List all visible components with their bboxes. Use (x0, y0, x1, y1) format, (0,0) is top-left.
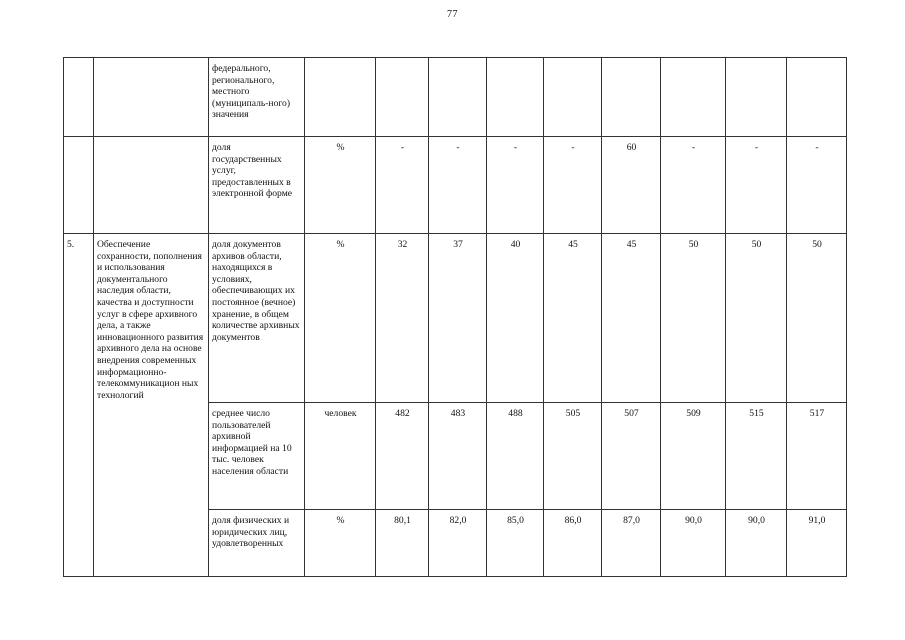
value-cell: 517 (787, 403, 847, 510)
table-row (64, 58, 847, 137)
indicators-table (63, 57, 847, 577)
indicator-cell: доля физических и юридических лиц, удовлетворенных (209, 510, 305, 577)
unit-cell: % (305, 510, 376, 577)
value-cell: 82,0 (429, 510, 487, 577)
value-cell (376, 58, 429, 137)
value-cell: - (661, 137, 726, 234)
value-cell: 80,1 (376, 510, 429, 577)
unit-cell: % (305, 234, 376, 403)
value-cell: 90,0 (661, 510, 726, 577)
value-cell: 515 (726, 403, 787, 510)
value-cell: 50 (787, 234, 847, 403)
unit-cell: % (305, 137, 376, 234)
indicator-cell: доля государственных услуг, предоставленных в электронной форме (209, 137, 305, 234)
table-row (64, 137, 847, 234)
value-cell: 87,0 (602, 510, 661, 577)
table-bottom-rule (63, 576, 846, 577)
value-cell: 45 (544, 234, 602, 403)
value-cell: 50 (726, 234, 787, 403)
value-cell (661, 58, 726, 137)
value-cell (787, 58, 847, 137)
indicator-cell: федерального, регионального, местного (муниципаль-ного) значения (209, 58, 305, 137)
value-cell: 45 (602, 234, 661, 403)
value-cell: - (429, 137, 487, 234)
row-number-cell (64, 137, 94, 234)
value-cell: - (726, 137, 787, 234)
row-number-cell: 5. (64, 234, 94, 577)
value-cell: 85,0 (487, 510, 544, 577)
value-cell (487, 58, 544, 137)
goal-cell (94, 58, 209, 137)
unit-cell (305, 58, 376, 137)
indicator-cell: среднее число пользователей архивной информацией на 10 тыс. человек населения области (209, 403, 305, 510)
value-cell: 32 (376, 234, 429, 403)
value-cell: 90,0 (726, 510, 787, 577)
page-number: 77 (447, 9, 458, 20)
value-cell: 483 (429, 403, 487, 510)
value-cell: - (544, 137, 602, 234)
unit-cell: человек (305, 403, 376, 510)
value-cell: 509 (661, 403, 726, 510)
value-cell: 505 (544, 403, 602, 510)
value-cell (602, 58, 661, 137)
goal-cell (94, 137, 209, 234)
value-cell (726, 58, 787, 137)
value-cell: - (487, 137, 544, 234)
value-cell (429, 58, 487, 137)
value-cell: 50 (661, 234, 726, 403)
value-cell: 37 (429, 234, 487, 403)
value-cell: 482 (376, 403, 429, 510)
value-cell: 86,0 (544, 510, 602, 577)
value-cell: 488 (487, 403, 544, 510)
value-cell (544, 58, 602, 137)
goal-cell: Обеспечение сохранности, пополнения и использования документального наследия области, качества и доступности услуг в сфере архивного дела, а также инновационного развития архивного дела на основе внедрения современных информационно-телекоммуникацион ных технологий (94, 234, 209, 577)
value-cell: 91,0 (787, 510, 847, 577)
value-cell: 60 (602, 137, 661, 234)
value-cell: - (787, 137, 847, 234)
value-cell: 40 (487, 234, 544, 403)
table-row (64, 234, 847, 403)
value-cell: 507 (602, 403, 661, 510)
value-cell: - (376, 137, 429, 234)
indicator-cell: доля документов архивов области, находящихся в условиях, обеспечивающих их постоянное (вечное) хранение, в общем количестве архивных документов (209, 234, 305, 403)
row-number-cell (64, 58, 94, 137)
